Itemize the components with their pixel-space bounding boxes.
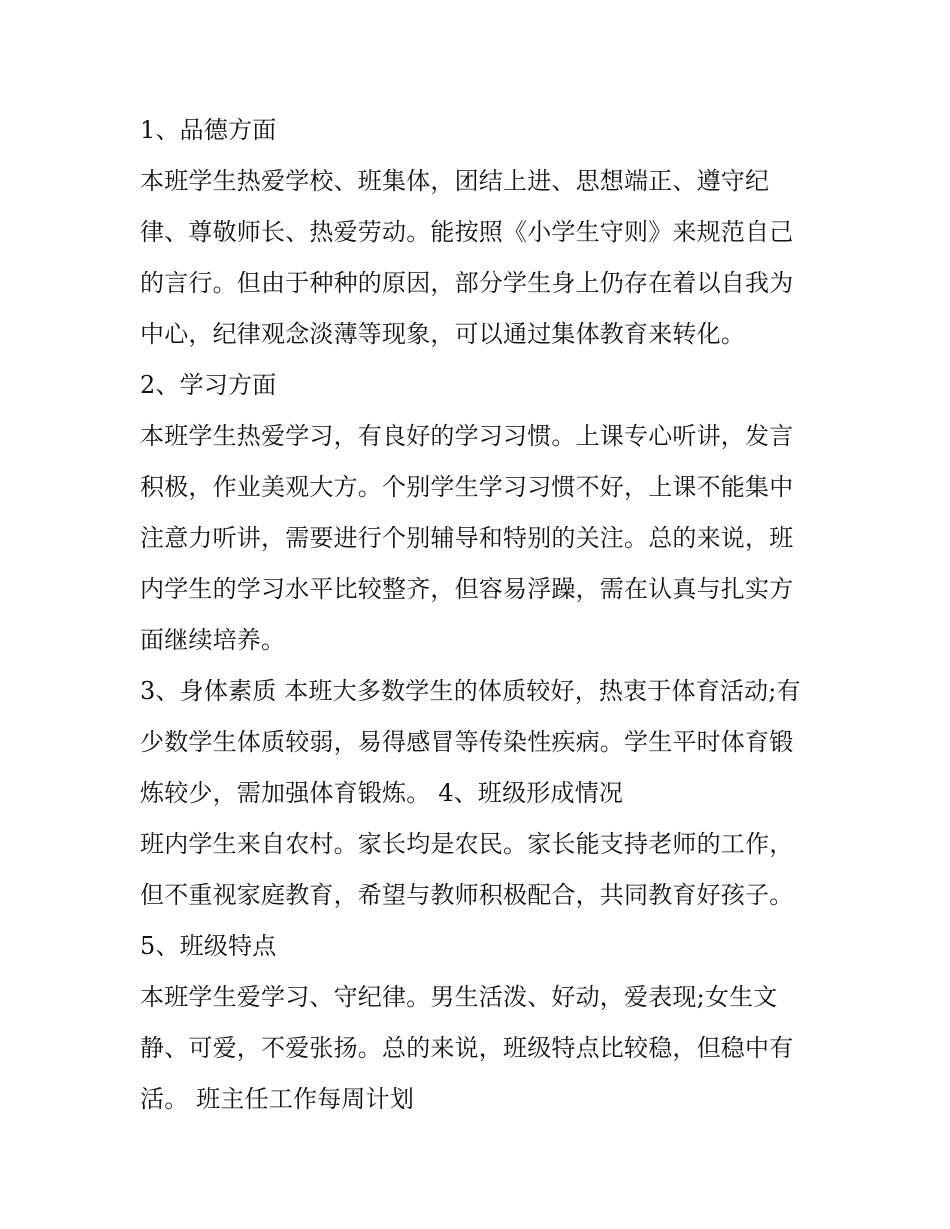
section-heading-class-features: 5、班级特点	[140, 932, 277, 960]
text-line: 注意力听讲，需要进行个别辅导和特别的关注。总的来说，班	[140, 524, 794, 552]
text-line: 内学生的学习水平比较整齐，但容易浮躁，需在认真与扎实方	[140, 575, 794, 603]
text-line: 本班学生爱学习、守纪律。男生活泼、好动，爱表现;女生文	[140, 983, 778, 1011]
section-heading-physical: 3、身体素质 本班大多数学生的体质较好，热衷于体育活动;有	[140, 677, 801, 705]
text-line: 班内学生来自农村。家长均是农民。家长能支持老师的工作，	[140, 830, 794, 858]
text-line: 静、可爱，不爱张扬。总的来说，班级特点比较稳，但稳中有	[140, 1034, 794, 1062]
text-line: 活。 班主任工作每周计划	[140, 1085, 415, 1113]
text-line: 的言行。但由于种种的原因，部分学生身上仍存在着以自我为	[140, 269, 794, 297]
text-line: 本班学生热爱学校、班集体，团结上进、思想端正、遵守纪	[140, 167, 770, 195]
text-line: 炼较少，需加强体育锻炼。 4、班级形成情况	[140, 779, 624, 807]
text-line: 中心，纪律观念淡薄等现象，可以通过集体教育来转化。	[140, 320, 745, 348]
text-line: 本班学生热爱学习，有良好的学习习惯。上课专心听讲，发言	[140, 422, 794, 450]
section-heading-moral: 1、品德方面	[140, 116, 277, 144]
text-line: 面继续培养。	[140, 626, 286, 654]
document-body	[140, 105, 820, 1125]
text-line: 积极，作业美观大方。个别学生学习习惯不好，上课不能集中	[140, 473, 794, 501]
text-line: 但不重视家庭教育，希望与教师积极配合，共同教育好孩子。	[140, 881, 794, 909]
text-line: 律、尊敬师长、热爱劳动。能按照《小学生守则》来规范自己	[140, 218, 794, 246]
section-heading-study: 2、学习方面	[140, 371, 277, 399]
text-line: 少数学生体质较弱，易得感冒等传染性疾病。学生平时体育锻	[140, 728, 794, 756]
